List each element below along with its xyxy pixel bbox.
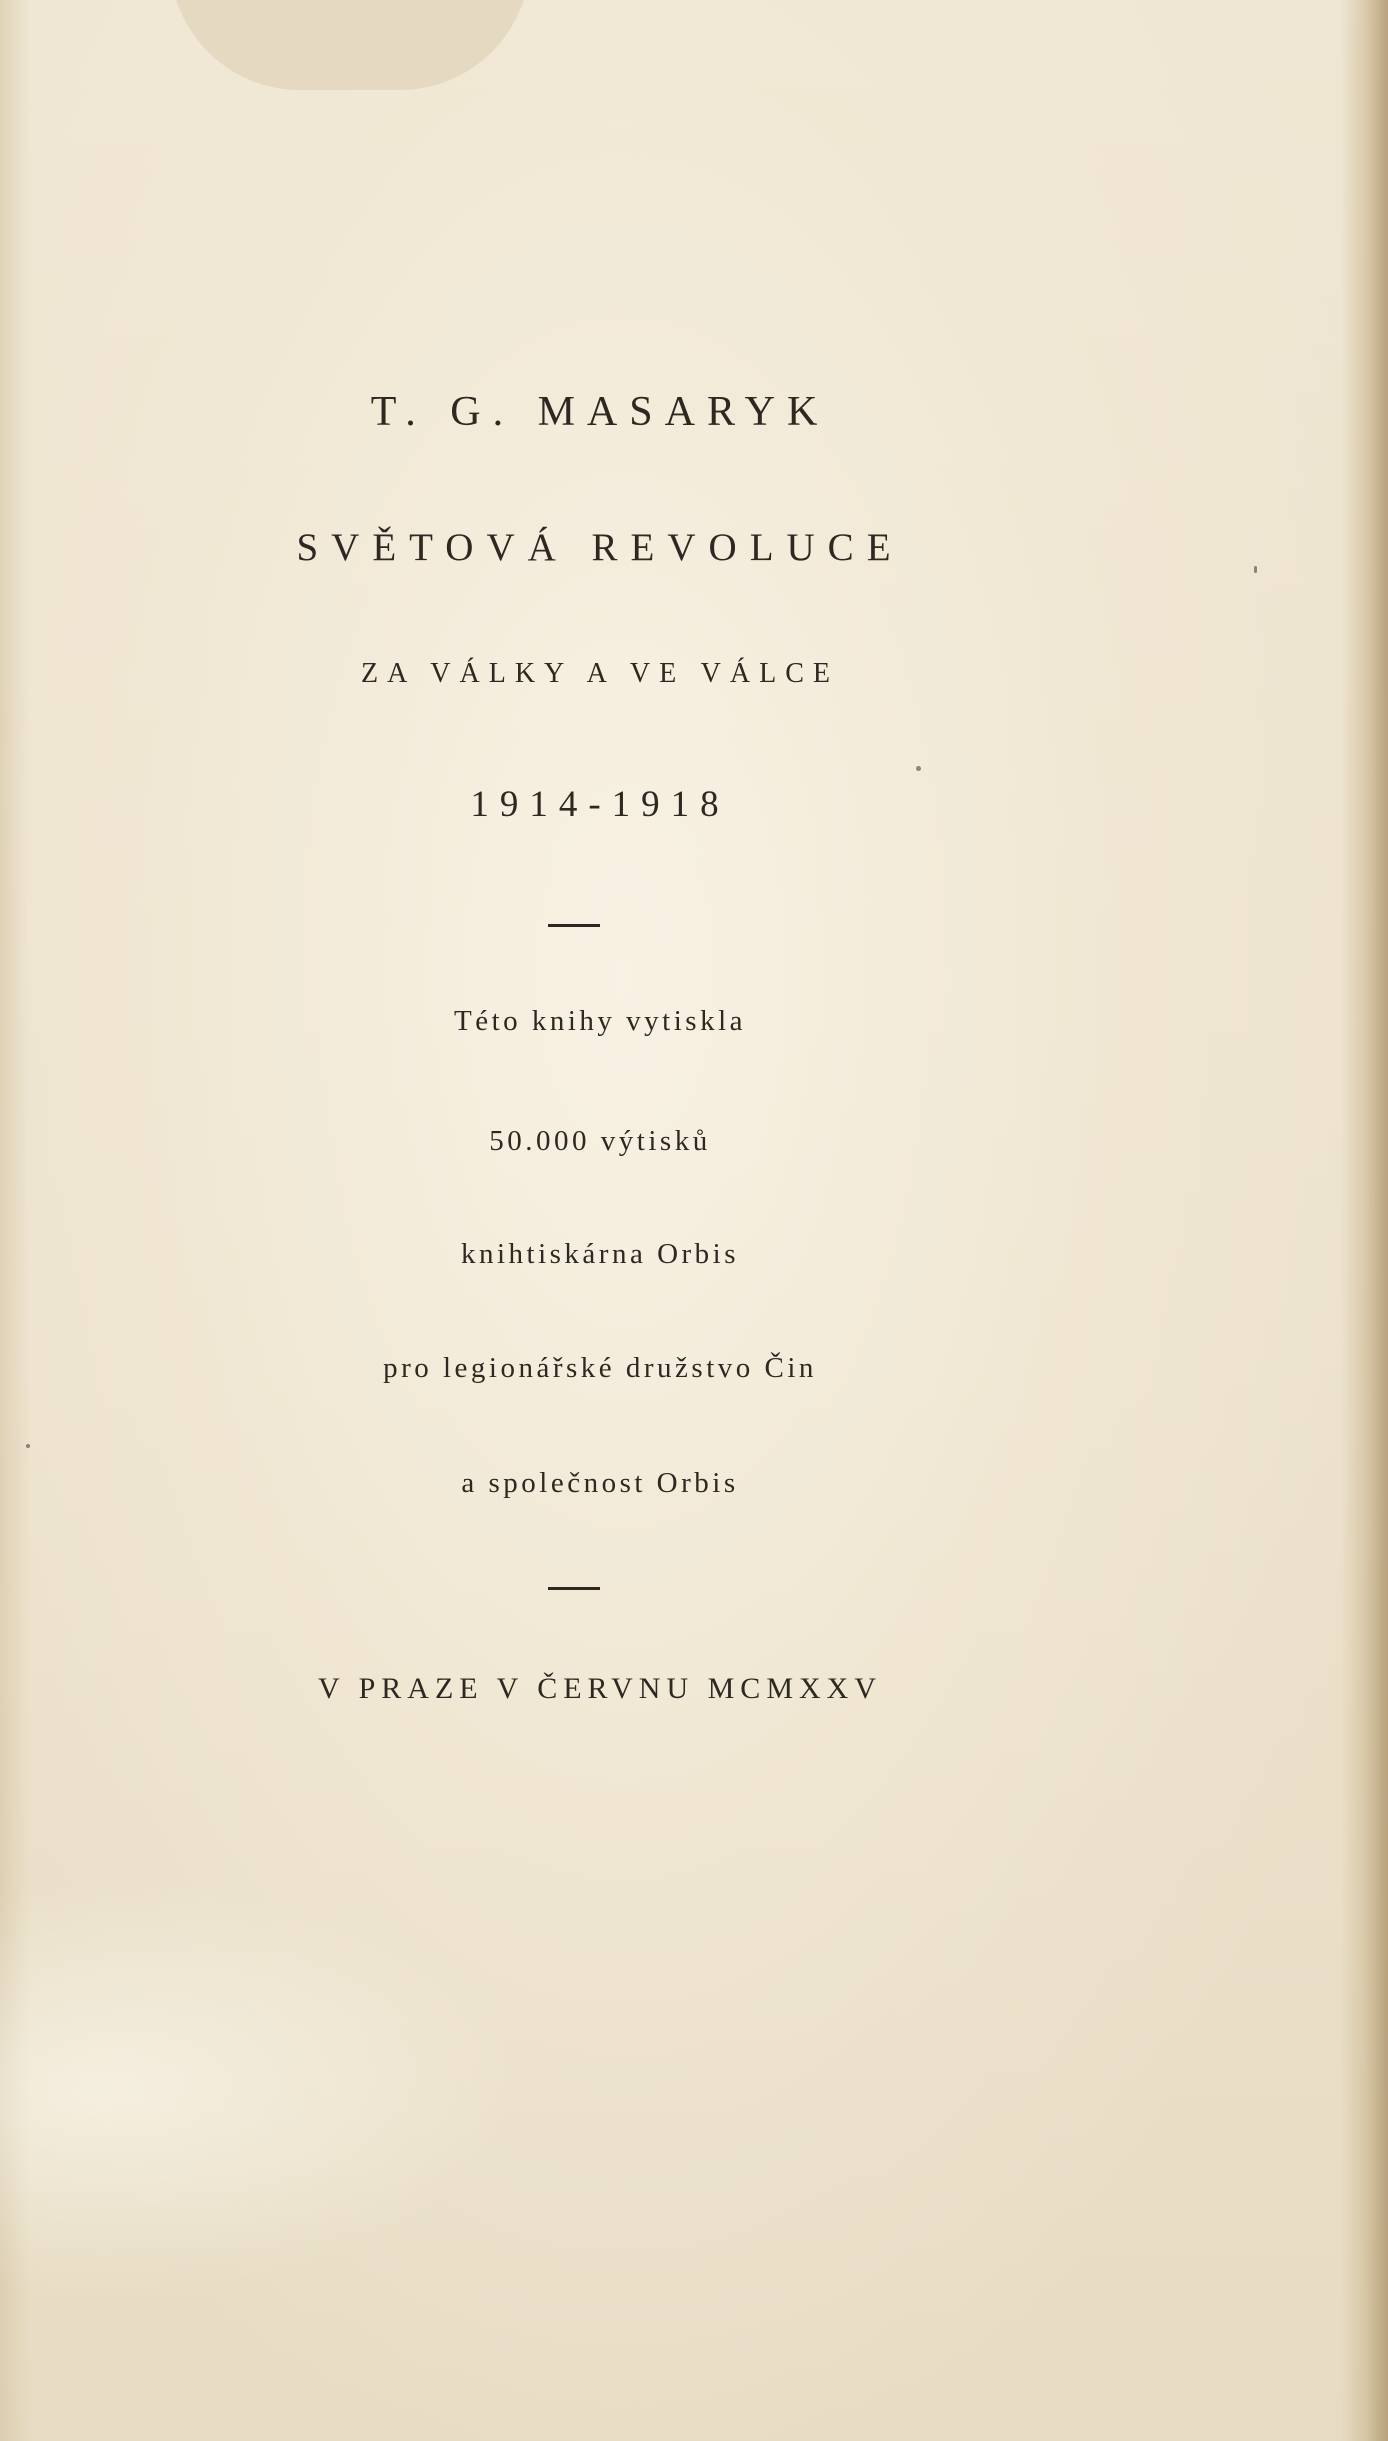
paper-speck xyxy=(916,766,921,771)
paper-stain xyxy=(0,1880,520,2300)
colophon-line: 50.000 výtisků xyxy=(489,1125,711,1157)
book-title: SVĚTOVÁ REVOLUCE xyxy=(296,526,904,569)
paper-speck xyxy=(1254,566,1257,573)
paper-tab-shadow xyxy=(170,0,530,90)
paper-speck xyxy=(26,1444,30,1448)
colophon-line: Této knihy vytiskla xyxy=(453,1005,747,1037)
imprint-line: V PRAZE V ČERVNU MCMXXV xyxy=(317,1672,882,1705)
colophon-line: a společnost Orbis xyxy=(461,1467,739,1499)
book-years: 1914-1918 xyxy=(470,784,730,825)
page-edge-right xyxy=(1340,0,1388,2441)
colophon-line: knihtiskárna Orbis xyxy=(460,1238,740,1270)
book-subtitle: ZA VÁLKY A VE VÁLCE xyxy=(361,658,839,689)
author-name: T. G. MASARYK xyxy=(370,389,830,435)
colophon-line: pro legionářské družstvo Čin xyxy=(383,1352,817,1384)
divider-rule xyxy=(548,1587,600,1590)
divider-rule xyxy=(548,924,600,927)
